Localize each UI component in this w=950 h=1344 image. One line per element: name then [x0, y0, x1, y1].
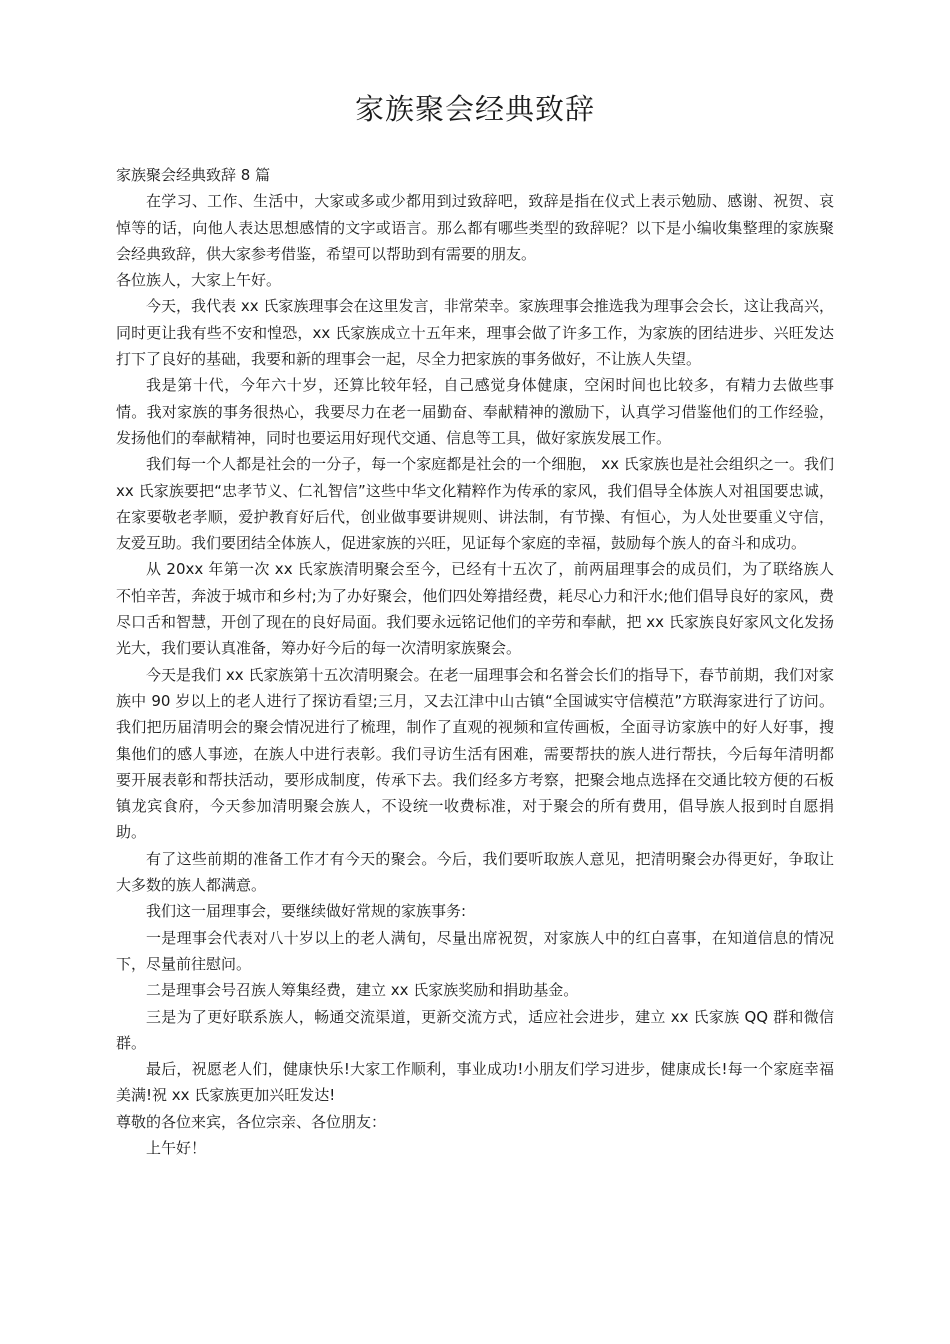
body-paragraph: 从 20xx 年第一次 xx 氏家族清明聚会至今，已经有十五次了，前两届理事会的成员们，为了联络族人不怕辛苦，奔波于城市和乡村;为了办好聚会，他们四处筹措经费，耗尽心力和汗水;他们倡导良好的家风，费尽口舌和智慧，开创了现在的良好局面。我们要永远铭记他们的辛劳和奉献，把 xx 氏家族良好家风文化发扬光大，我们要认真准备，筹办好今后的每一次清明家族聚会。: [116, 560, 834, 658]
body-paragraph: 我是第十代，今年六十岁，还算比较年轻，自己感觉身体健康，空闲时间也比较多，有精力去做些事情。我对家族的事务很热心，我要尽力在老一届勤奋、奉献精神的激励下，认真学习借鉴他们的工作经验，发扬他们的奉献精神，同时也要运用好现代交通、信息等工具，做好家族发展工作。: [116, 376, 834, 447]
body-paragraph: 有了这些前期的准备工作才有今天的聚会。今后，我们要听取族人意见，把清明聚会办得更好，争取让大多数的族人都满意。: [116, 849, 834, 895]
body-paragraph: 我们这一届理事会，要继续做好常规的家族事务:: [146, 902, 467, 921]
list-item-paragraph: 一是理事会代表对八十岁以上的老人满旬，尽量出席祝贺，对家族人中的红白喜事，在知道信息的情况下，尽量前往慰问。: [116, 928, 834, 973]
greeting-line: 各位族人，大家上午好。: [116, 271, 282, 290]
document-body: [116, 162, 834, 1161]
body-paragraph: 今天是我们 xx 氏家族第十五次清明聚会。在老一届理事会和名誉会长们的指导下，春节前期，我们对家族中 90 岁以上的老人进行了探访看望;三月，又去江津中山古镇“全国诚实守信模范”方联海家进行了访问。我们把历届清明会的聚会情况进行了梳理，制作了直观的视频和宣传画板，全面寻访家族中的好人好事，搜集他们的感人事迹，在族人中进行表彰。我们寻访生活有困难，需要帮扶的族人进行帮扶，今后每年清明都要开展表彰和帮扶活动，要形成制度，传承下去。我们经多方考察，把聚会地点选择在交通比较方便的石板镇龙宾食府，今天参加清明聚会族人，不设统一收费标准，对于聚会的所有费用，倡导族人报到时自愿捐助。: [116, 665, 834, 842]
body-paragraph: 我们每一个人都是社会的一分子，每一个家庭都是社会的一个细胞， xx 氏家族也是社会组织之一。我们 xx 氏家族要把“忠孝节义、仁礼智信”这些中华文化精粹作为传承的家风，我们倡导全体族人对祖国要忠诚，在家要敬老孝顺，爱护教育好后代，创业做事要讲规则、讲法制，有节操、有恒心，为人处世要重义守信，友爱互助。我们要团结全体族人，促进家族的兴旺，见证每个家庭的幸福，鼓励每个族人的奋斗和成功。: [116, 455, 834, 553]
opening-greeting: 上午好！: [146, 1138, 207, 1157]
list-item-paragraph: 二是理事会号召族人筹集经费，建立 xx 氏家族奖励和捐助基金。: [146, 981, 579, 1000]
body-paragraph: 今天，我代表 xx 氏家族理事会在这里发言，非常荣幸。家族理事会推选我为理事会会长，这让我高兴，同时更让我有些不安和惶恐，xx 氏家族成立十五年来，理事会做了许多工作，为家族的团结进步、兴旺发达打下了良好的基础，我要和新的理事会一起，尽全力把家族的事务做好，不让族人失望。: [116, 297, 834, 369]
subtitle-line: 家族聚会经典致辞 8 篇: [116, 166, 271, 184]
salutation-line: 尊敬的各位来宾，各位宗亲、各位朋友：: [116, 1112, 387, 1131]
closing-paragraph: 最后，祝愿老人们，健康快乐!大家工作顺利，事业成功!小朋友们学习进步，健康成长!每一个家庭幸福美满!祝 xx 氏家族更加兴旺发达!: [116, 1060, 834, 1105]
intro-paragraph: 在学习、工作、生活中，大家或多或少都用到过致辞吧，致辞是指在仪式上表示勉励、感谢、祝贺、哀悼等的话，向他人表达思想感情的文字或语言。那么都有哪些类型的致辞呢？以下是小编收集整理的家族聚会经典致辞，供大家参考借鉴，希望可以帮助到有需要的朋友。: [116, 192, 834, 263]
document-title: 家族聚会经典致辞: [354, 92, 595, 126]
list-item-paragraph: 三是为了更好联系族人，畅通交流渠道，更新交流方式，适应社会进步，建立 xx 氏家族 QQ 群和微信群。: [116, 1007, 834, 1052]
